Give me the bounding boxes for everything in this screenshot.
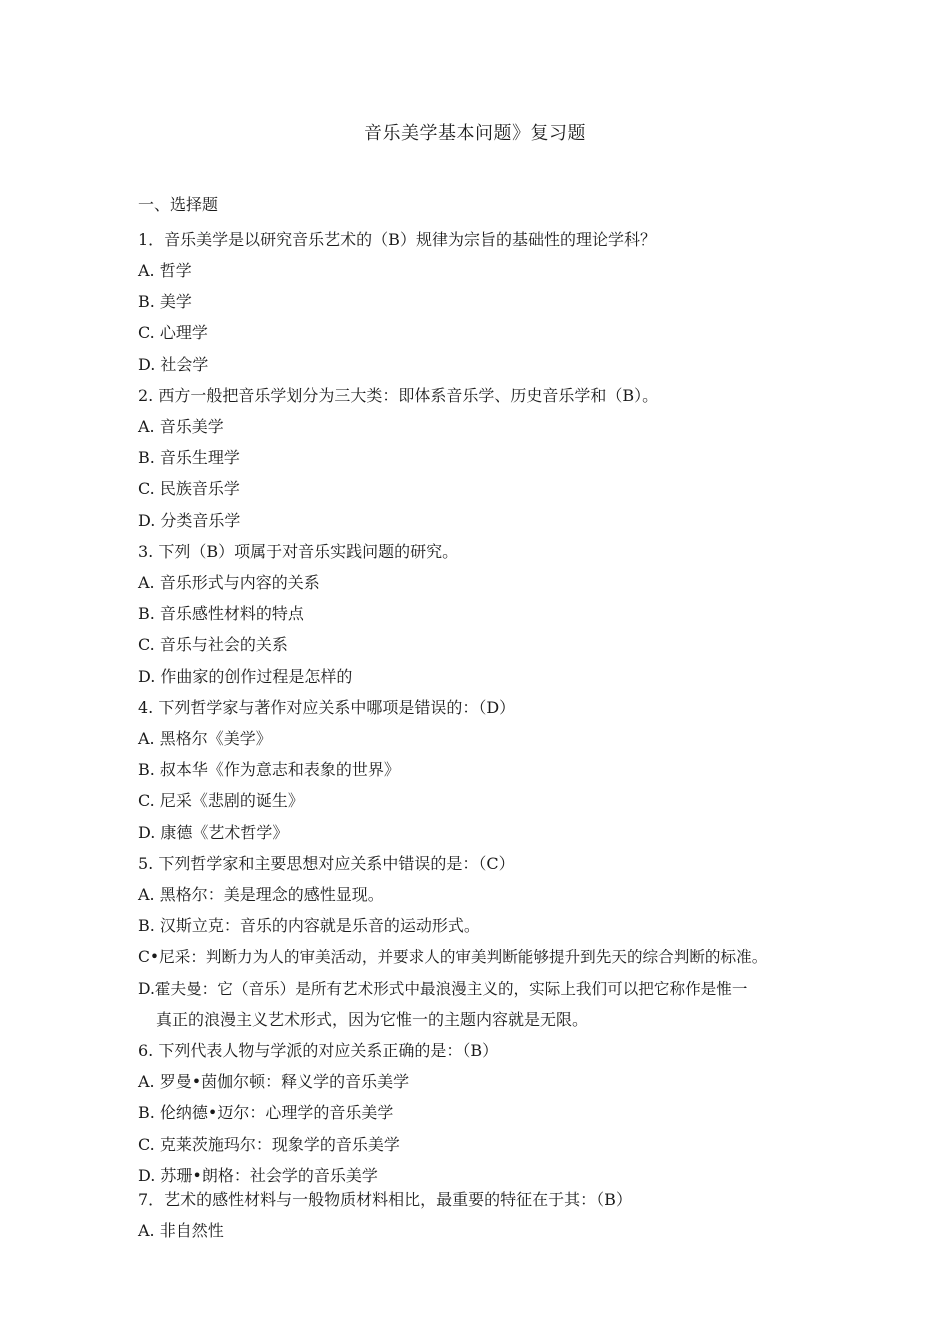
page-title: 音乐美学基本问题》复习题 (364, 123, 586, 144)
answer-option-continuation: 真正的浪漫主义艺术形式，因为它惟一的主题内容就是无限。 (156, 1010, 589, 1029)
answer-option: D. 苏珊•朗格：社会学的音乐美学 (138, 1166, 378, 1185)
answer-option: D.霍夫曼：它（音乐）是所有艺术形式中最浪漫主义的，实际上我们可以把它称作是惟一 (138, 980, 748, 998)
answer-option: A. 黑格尔：美是理念的感性显现。 (138, 885, 384, 904)
section-heading: 一、选择题 (138, 195, 219, 214)
answer-option: A. 音乐形式与内容的关系 (138, 573, 320, 592)
question-text: 3. 下列（B）项属于对音乐实践问题的研究。 (138, 542, 459, 561)
answer-option: D. 康德《艺术哲学》 (138, 823, 289, 842)
question-text: 6. 下列代表人物与学派的对应关系正确的是：（B） (138, 1041, 499, 1060)
question-text: 2. 西方一般把音乐学划分为三大类：即体系音乐学、历史音乐学和（B）。 (138, 386, 659, 405)
answer-option: B. 美学 (138, 292, 192, 311)
answer-option: C•尼采：判断力为人的审美活动，并要求人的审美判断能够提升到先天的综合判断的标准。 (138, 948, 768, 966)
answer-option: A. 非自然性 (138, 1221, 224, 1240)
question-text: 1．音乐美学是以研究音乐艺术的（B）规律为宗旨的基础性的理论学科？ (138, 230, 656, 249)
answer-option: B. 音乐感性材料的特点 (138, 604, 304, 623)
answer-option: B. 伦纳德•迈尔：心理学的音乐美学 (138, 1103, 394, 1122)
answer-option: A. 罗曼•茵伽尔顿：释义学的音乐美学 (138, 1072, 410, 1091)
question-text: 4. 下列哲学家与著作对应关系中哪项是错误的：（D） (138, 698, 516, 717)
answer-option: C. 心理学 (138, 323, 208, 342)
answer-option: D. 社会学 (138, 355, 209, 374)
answer-option: B. 叔本华《作为意志和表象的世界》 (138, 760, 400, 779)
answer-option: A. 音乐美学 (138, 417, 224, 436)
answer-option: C. 民族音乐学 (138, 479, 240, 498)
question-text: 7．艺术的感性材料与一般物质材料相比，最重要的特征在于其：（B） (138, 1190, 632, 1209)
answer-option: C. 尼采《悲剧的诞生》 (138, 791, 304, 810)
answer-option: B. 音乐生理学 (138, 448, 240, 467)
answer-option: A. 黑格尔《美学》 (138, 729, 272, 748)
answer-option: A. 哲学 (138, 261, 192, 280)
answer-option: B. 汉斯立克：音乐的内容就是乐音的运动形式。 (138, 916, 480, 935)
answer-option: D. 作曲家的创作过程是怎样的 (138, 667, 353, 686)
answer-option: C. 音乐与社会的关系 (138, 635, 288, 654)
answer-option: C. 克莱茨施玛尔：现象学的音乐美学 (138, 1135, 400, 1154)
question-text: 5. 下列哲学家和主要思想对应关系中错误的是：（C） (138, 854, 515, 873)
answer-option: D. 分类音乐学 (138, 511, 241, 530)
